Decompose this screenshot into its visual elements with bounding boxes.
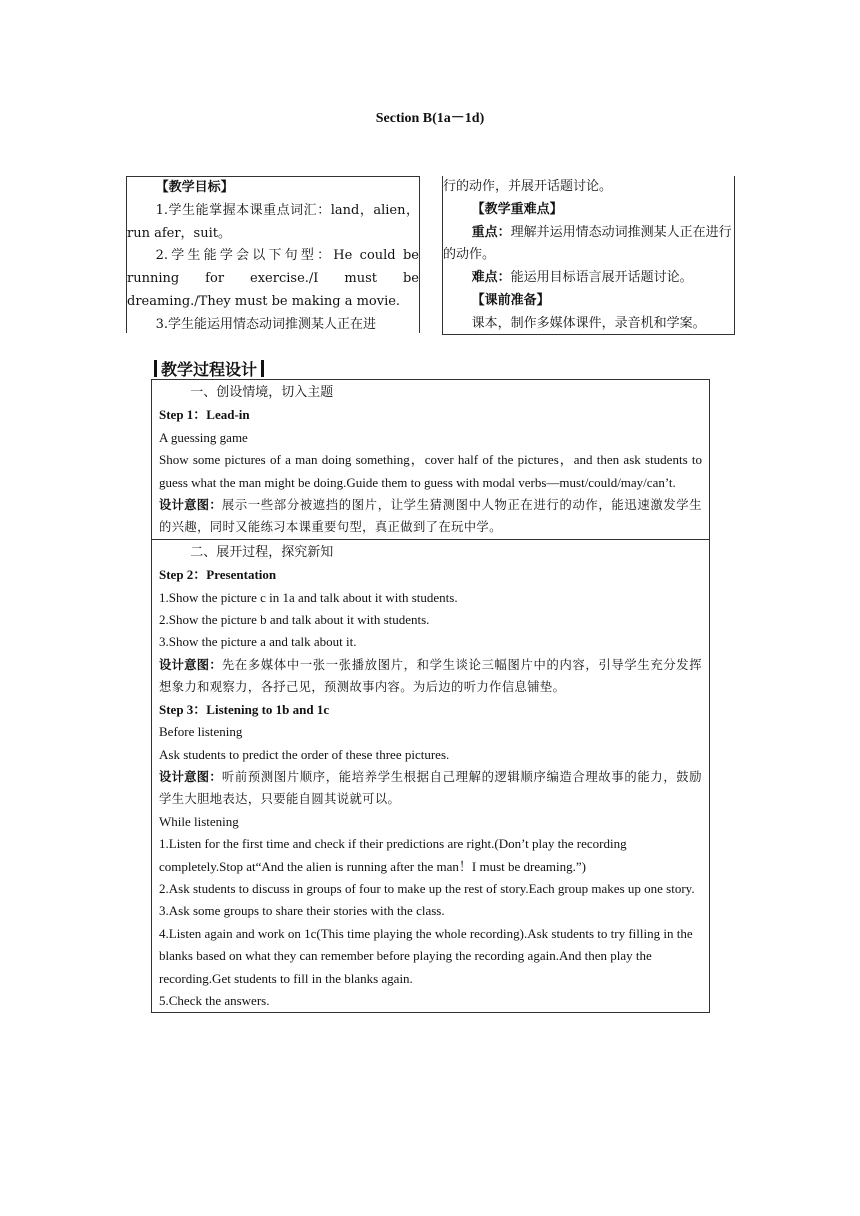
title-bar-right	[261, 360, 264, 377]
before-listening-text: Ask students to predict the order of these three pictures.	[159, 746, 450, 762]
while-listening-item-4: 4.Listen again and work on 1c(This time playing the whole recording).Ask students to try filling in the blanks based on what they can remember before playing the recording again.And then play the recording.Get students to fill in the blanks again.	[159, 925, 693, 986]
while-listening-item-1: 1.Listen for the first time and check if their predictions are right.(Don’t play the recording completely.Stop at“And the alien is running after the man！I must be dreaming.”)	[159, 836, 627, 874]
key-point-label: 重点：	[471, 224, 511, 240]
step-2-item-1: 1.Show the picture c in 1a and talk about it with students.	[159, 589, 458, 605]
while-listening-item-2: 2.Ask students to discuss in groups of four to make up the rest of story.Each group makes up one story.	[159, 880, 695, 896]
design-intent-2	[159, 654, 702, 699]
while-listening-item-3: 3.Ask some groups to share their stories with the class.	[159, 903, 445, 919]
step-2-item-2: 2.Show the picture b and talk about it with students.	[159, 612, 430, 628]
process-section-2	[152, 539, 709, 1013]
objective-item-2: 2.学生能学会以下句型：He could be running for exercise./I must be dreaming./They must be making a movie.	[127, 248, 419, 309]
objectives-column	[126, 176, 420, 333]
step-1-heading: Step 1：Lead-in	[159, 407, 250, 423]
while-listening-item-5: 5.Check the answers.	[159, 992, 270, 1008]
key-points-column	[442, 176, 735, 335]
design-intent-3-text: 听前预测图片顺序，能培养学生根据自己理解的逻辑顺序编造合理故事的能力，鼓励学生大胆地表达，只要能自圆其说就可以。	[159, 769, 702, 807]
step-2-heading: Step 2：Presentation	[159, 567, 277, 583]
step-1-line-2: Show some pictures of a man doing something，cover half of the pictures，and then ask students to guess what the man might be doing.Guide them to guess with modal verbs—must/could/may/can’t.	[159, 452, 702, 490]
objective-item-1: 1.学生能掌握本课重点词汇：land，alien，run afer，suit。	[127, 202, 419, 241]
key-points-heading: 【教学重难点】	[471, 201, 563, 217]
step-3-heading: Step 3：Listening to 1b and 1c	[159, 701, 330, 717]
preparation-heading: 【课前准备】	[471, 292, 550, 308]
section-1-heading: 一、创设情境，切入主题	[190, 385, 334, 400]
difficult-point	[443, 267, 734, 290]
key-point	[443, 222, 734, 268]
design-intent-2-text: 先在多媒体中一张一张播放图片，和学生谈论三幅图片中的内容，引导学生充分发挥想象力和观察力，各抒己见，预测故事内容。为后边的听力作信息铺垫。	[159, 657, 702, 695]
title-bar-left	[154, 360, 157, 377]
process-title	[150, 357, 268, 380]
while-listening-heading: While listening	[159, 813, 239, 829]
design-intent-3	[159, 766, 702, 811]
design-intent-1	[159, 494, 702, 539]
design-intent-1-text: 展示一些部分被遮挡的图片，让学生猜测图中人物正在进行的动作，能迅速激发学生的兴趣，同时又能练习本课重要句型，真正做到了在玩中学。	[159, 498, 702, 535]
preparation-text: 课本，制作多媒体课件，录音机和学案。	[471, 315, 706, 331]
objective-item-3-start: 3.学生能运用情态动词推测某人正在进	[155, 316, 376, 332]
difficult-point-text: 能运用目标语言展开话题讨论。	[510, 270, 693, 286]
before-listening-heading: Before listening	[159, 724, 243, 740]
step-1-line-1: A guessing game	[159, 429, 248, 445]
design-intent-1-label: 设计意图：	[159, 498, 222, 513]
process-title-text: 教学过程设计	[161, 360, 258, 379]
design-intent-3-label: 设计意图：	[159, 769, 222, 784]
process-table	[151, 379, 710, 1013]
objective-item-3-end: 行的动作，并展开话题讨论。	[443, 179, 613, 194]
section-2-heading: 二、展开过程，探究新知	[190, 544, 334, 560]
step-2-item-3: 3.Show the picture a and talk about it.	[159, 634, 357, 650]
key-point-text: 理解并运用情态动词推测某人正在进行的动作。	[443, 224, 732, 263]
design-intent-2-label: 设计意图：	[159, 657, 222, 672]
process-section-1	[152, 380, 709, 539]
document-title: Section B(1a－1d)	[375, 111, 485, 126]
difficult-point-label: 难点：	[471, 270, 511, 286]
objectives-heading: 【教学目标】	[155, 180, 234, 195]
